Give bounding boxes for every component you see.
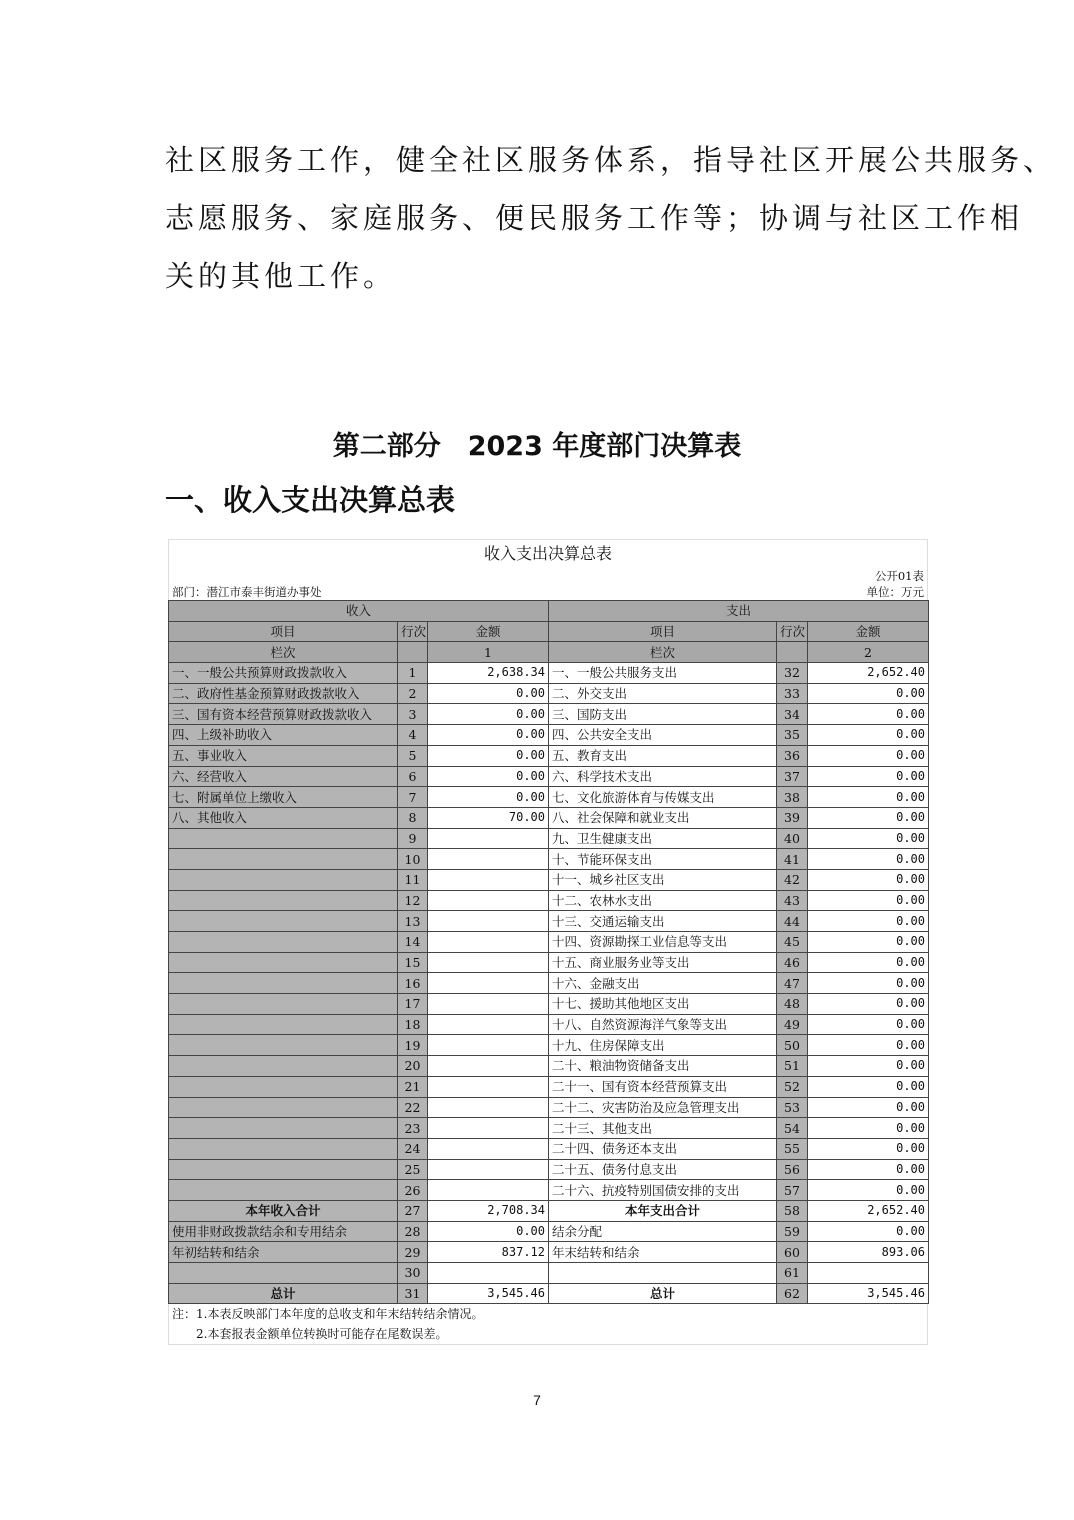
income-row-no: 11 [398,869,428,890]
income-item [169,973,398,994]
col-item: 项目 [169,621,398,642]
paragraph-line: 社区服务工作，健全社区服务体系，指导社区开展公共服务、 [165,143,1057,177]
expense-item: 八、社会保障和就业支出 [549,807,777,828]
income-row-no: 25 [398,1159,428,1180]
income-amount: 0.00 [428,1221,549,1242]
expense-amount: 0.00 [808,1221,929,1242]
income-row-no: 13 [398,911,428,932]
income-item: 一、一般公共预算财政拨款收入 [169,663,398,684]
expense-amount: 0.00 [808,1014,929,1035]
expense-amount: 0.00 [808,828,929,849]
table-row [169,869,929,890]
expense-amount: 0.00 [808,1056,929,1077]
income-item [169,890,398,911]
income-amount: 3,545.46 [428,1283,549,1304]
expense-amount: 0.00 [808,911,929,932]
table-row [169,683,929,704]
income-amount [428,1097,549,1118]
income-item [169,828,398,849]
expense-amount: 0.00 [808,787,929,808]
income-amount [428,911,549,932]
expense-amount: 0.00 [808,1097,929,1118]
income-amount [428,828,549,849]
income-item [169,849,398,870]
income-item [169,1180,398,1201]
income-amount: 0.00 [428,745,549,766]
income-item [169,952,398,973]
expense-item: 二十六、抗疫特别国债安排的支出 [549,1180,777,1201]
table-row [169,704,929,725]
expense-amount: 0.00 [808,683,929,704]
header-row-columns [169,621,929,642]
sheet-title: 收入支出决算总表 [168,539,928,568]
table-row [169,952,929,973]
income-amount [428,1138,549,1159]
lanci-2: 2 [808,642,929,663]
expense-row-no: 53 [777,1097,808,1118]
table-row [169,1014,929,1035]
income-row-no: 10 [398,849,428,870]
income-row-no: 18 [398,1014,428,1035]
income-item [169,1118,398,1139]
income-row-no: 30 [398,1263,428,1284]
expense-amount: 893.06 [808,1242,929,1263]
expense-amount: 0.00 [808,807,929,828]
expense-row-no: 58 [777,1200,808,1221]
expense-row-no: 34 [777,704,808,725]
income-item [169,1138,398,1159]
expense-header: 支出 [549,601,929,622]
expense-row-no: 45 [777,932,808,953]
income-amount: 837.12 [428,1242,549,1263]
expense-row-no: 42 [777,869,808,890]
table-row [169,1159,929,1180]
income-amount [428,1263,549,1284]
expense-item: 十八、自然资源海洋气象等支出 [549,1014,777,1035]
col-item: 项目 [549,621,777,642]
income-expense-table [168,600,929,1304]
income-amount [428,890,549,911]
income-amount: 0.00 [428,787,549,808]
income-row-no: 12 [398,890,428,911]
expense-amount: 0.00 [808,1138,929,1159]
income-row-no: 27 [398,1200,428,1221]
expense-row-no: 47 [777,973,808,994]
income-amount: 0.00 [428,766,549,787]
income-row-no: 21 [398,1076,428,1097]
income-amount [428,1159,549,1180]
summary-row [169,1200,929,1221]
income-item: 七、附属单位上缴收入 [169,787,398,808]
expense-item: 总计 [549,1283,777,1304]
income-row-no: 14 [398,932,428,953]
expense-row-no: 52 [777,1076,808,1097]
expense-amount [808,1263,929,1284]
expense-row-no: 33 [777,683,808,704]
income-row-no: 24 [398,1138,428,1159]
expense-item: 二十一、国有资本经营预算支出 [549,1076,777,1097]
expense-item: 十三、交通运输支出 [549,911,777,932]
expense-amount: 3,545.46 [808,1283,929,1304]
income-item [169,1056,398,1077]
expense-amount: 0.00 [808,745,929,766]
expense-item: 十四、资源勘探工业信息等支出 [549,932,777,953]
expense-row-no: 36 [777,745,808,766]
income-item: 年初结转和结余 [169,1242,398,1263]
income-item [169,911,398,932]
income-amount [428,1056,549,1077]
income-amount [428,932,549,953]
income-item: 二、政府性基金预算财政拨款收入 [169,683,398,704]
income-amount [428,952,549,973]
income-row-no: 4 [398,725,428,746]
meta-form-row [168,568,928,584]
income-amount: 2,638.34 [428,663,549,684]
expense-row-no: 49 [777,1014,808,1035]
expense-amount: 2,652.40 [808,663,929,684]
expense-amount: 0.00 [808,932,929,953]
expense-row-no: 51 [777,1056,808,1077]
income-amount [428,1118,549,1139]
income-row-no: 7 [398,787,428,808]
income-row-no: 19 [398,1035,428,1056]
income-item: 八、其他收入 [169,807,398,828]
income-item: 三、国有资本经营预算财政拨款收入 [169,704,398,725]
table-row [169,1097,929,1118]
paragraph-line: 关的其他工作。 [165,259,397,293]
expense-item: 十二、农林水支出 [549,890,777,911]
income-row-no: 3 [398,704,428,725]
lanci-label: 栏次 [549,642,777,663]
expense-amount: 0.00 [808,1159,929,1180]
income-item [169,1014,398,1035]
income-row-no: 8 [398,807,428,828]
expense-amount: 0.00 [808,704,929,725]
table-row [169,911,929,932]
income-row-no: 2 [398,683,428,704]
income-amount: 0.00 [428,704,549,725]
lanci-label: 栏次 [169,642,398,663]
income-row-no: 9 [398,828,428,849]
header-row-sections [169,601,929,622]
notes [168,1304,928,1345]
income-item [169,994,398,1015]
expense-item: 二十二、灾害防治及应急管理支出 [549,1097,777,1118]
table-row [169,1138,929,1159]
income-amount [428,1076,549,1097]
lanci-1: 1 [428,642,549,663]
expense-row-no: 59 [777,1221,808,1242]
expense-amount: 0.00 [808,994,929,1015]
income-item [169,932,398,953]
table-row [169,766,929,787]
expense-amount: 0.00 [808,725,929,746]
income-amount: 0.00 [428,725,549,746]
expense-row-no: 43 [777,890,808,911]
table-row [169,1076,929,1097]
expense-row-no: 41 [777,849,808,870]
lanci-empty [398,642,428,663]
expense-item: 二十三、其他支出 [549,1118,777,1139]
table-row [169,807,929,828]
page-number: 7 [533,1392,541,1408]
note-line: 2.本套报表金额单位转换时可能存在尾数误差。 [172,1327,448,1342]
expense-item: 本年支出合计 [549,1200,777,1221]
summary-row [169,1221,929,1242]
income-item [169,1035,398,1056]
expense-item: 十九、住房保障支出 [549,1035,777,1056]
income-item: 本年收入合计 [169,1200,398,1221]
expense-item: 七、文化旅游体育与传媒支出 [549,787,777,808]
expense-item: 年末结转和结余 [549,1242,777,1263]
expense-item: 十、节能环保支出 [549,849,777,870]
income-row-no: 17 [398,994,428,1015]
form-number: 公开01表 [874,569,924,583]
expense-row-no: 38 [777,787,808,808]
table-row [169,1056,929,1077]
header-row-lanci [169,642,929,663]
income-item [169,1097,398,1118]
expense-amount: 0.00 [808,1180,929,1201]
expense-item: 三、国防支出 [549,704,777,725]
income-item [169,1076,398,1097]
table-row [169,1118,929,1139]
income-item [169,869,398,890]
table-row [169,745,929,766]
section-title: 一、收入支出决算总表 [165,483,456,517]
income-amount [428,869,549,890]
expense-row-no: 61 [777,1263,808,1284]
income-amount [428,1014,549,1035]
expense-row-no: 57 [777,1180,808,1201]
expense-item: 十六、金融支出 [549,973,777,994]
summary-sheet [168,539,928,1345]
income-row-no: 15 [398,952,428,973]
income-header: 收入 [169,601,549,622]
col-row: 行次 [777,621,808,642]
income-row-no: 5 [398,745,428,766]
expense-amount: 0.00 [808,766,929,787]
income-item: 四、上级补助收入 [169,725,398,746]
expense-row-no: 55 [777,1138,808,1159]
expense-item: 十七、援助其他地区支出 [549,994,777,1015]
col-amount: 金额 [428,621,549,642]
income-amount [428,1035,549,1056]
table-row [169,973,929,994]
lanci-empty [777,642,808,663]
expense-item: 结余分配 [549,1221,777,1242]
expense-row-no: 39 [777,807,808,828]
income-row-no: 20 [398,1056,428,1077]
table-row [169,1035,929,1056]
expense-row-no: 40 [777,828,808,849]
expense-amount: 0.00 [808,952,929,973]
table-row [169,890,929,911]
expense-item: 六、科学技术支出 [549,766,777,787]
meta-dept-row [168,584,928,600]
unit-label: 单位：万元 [866,585,924,599]
expense-amount: 2,652.40 [808,1200,929,1221]
expense-item [549,1263,777,1284]
income-row-no: 6 [398,766,428,787]
expense-row-no: 32 [777,663,808,684]
income-row-no: 26 [398,1180,428,1201]
part-title: 第二部分 2023 年度部门决算表 [332,431,742,462]
expense-row-no: 56 [777,1159,808,1180]
income-amount [428,849,549,870]
table-row [169,849,929,870]
col-amount: 金额 [808,621,929,642]
income-row-no: 23 [398,1118,428,1139]
expense-item: 二十四、债务还本支出 [549,1138,777,1159]
table-row [169,994,929,1015]
expense-amount: 0.00 [808,890,929,911]
expense-row-no: 62 [777,1283,808,1304]
expense-item: 二十五、债务付息支出 [549,1159,777,1180]
expense-item: 二、外交支出 [549,683,777,704]
expense-item: 四、公共安全支出 [549,725,777,746]
income-item: 总计 [169,1283,398,1304]
expense-item: 一、一般公共服务支出 [549,663,777,684]
income-amount [428,973,549,994]
expense-row-no: 54 [777,1118,808,1139]
expense-item: 十一、城乡社区支出 [549,869,777,890]
summary-row [169,1263,929,1284]
table-row [169,663,929,684]
expense-amount: 0.00 [808,1035,929,1056]
income-item: 使用非财政拨款结余和专用结余 [169,1221,398,1242]
income-row-no: 1 [398,663,428,684]
table-row [169,932,929,953]
income-item: 六、经营收入 [169,766,398,787]
expense-amount: 0.00 [808,1118,929,1139]
table-row [169,725,929,746]
income-amount: 2,708.34 [428,1200,549,1221]
income-amount [428,994,549,1015]
expense-item: 二十、粮油物资储备支出 [549,1056,777,1077]
summary-row [169,1242,929,1263]
income-row-no: 22 [398,1097,428,1118]
expense-row-no: 35 [777,725,808,746]
expense-row-no: 60 [777,1242,808,1263]
department-label: 部门：潜江市泰丰街道办事处 [172,585,322,599]
note-line: 注：1.本表反映部门本年度的总收支和年末结转结余情况。 [172,1307,484,1322]
expense-row-no: 37 [777,766,808,787]
income-item [169,1263,398,1284]
income-amount [428,1180,549,1201]
expense-item: 九、卫生健康支出 [549,828,777,849]
expense-item: 五、教育支出 [549,745,777,766]
income-row-no: 16 [398,973,428,994]
table-row [169,1180,929,1201]
intro-paragraph [165,131,1057,305]
income-row-no: 31 [398,1283,428,1304]
income-amount: 0.00 [428,683,549,704]
income-row-no: 29 [398,1242,428,1263]
table-row [169,828,929,849]
income-item [169,1159,398,1180]
expense-item: 十五、商业服务业等支出 [549,952,777,973]
expense-amount: 0.00 [808,869,929,890]
expense-amount: 0.00 [808,973,929,994]
expense-row-no: 46 [777,952,808,973]
summary-row [169,1283,929,1304]
paragraph-line: 志愿服务、家庭服务、便民服务工作等；协调与社区工作相 [165,201,1024,235]
income-row-no: 28 [398,1221,428,1242]
expense-amount: 0.00 [808,849,929,870]
expense-row-no: 50 [777,1035,808,1056]
income-item: 五、事业收入 [169,745,398,766]
expense-amount: 0.00 [808,1076,929,1097]
expense-row-no: 48 [777,994,808,1015]
expense-row-no: 44 [777,911,808,932]
table-row [169,787,929,808]
col-row: 行次 [398,621,428,642]
income-amount: 70.00 [428,807,549,828]
